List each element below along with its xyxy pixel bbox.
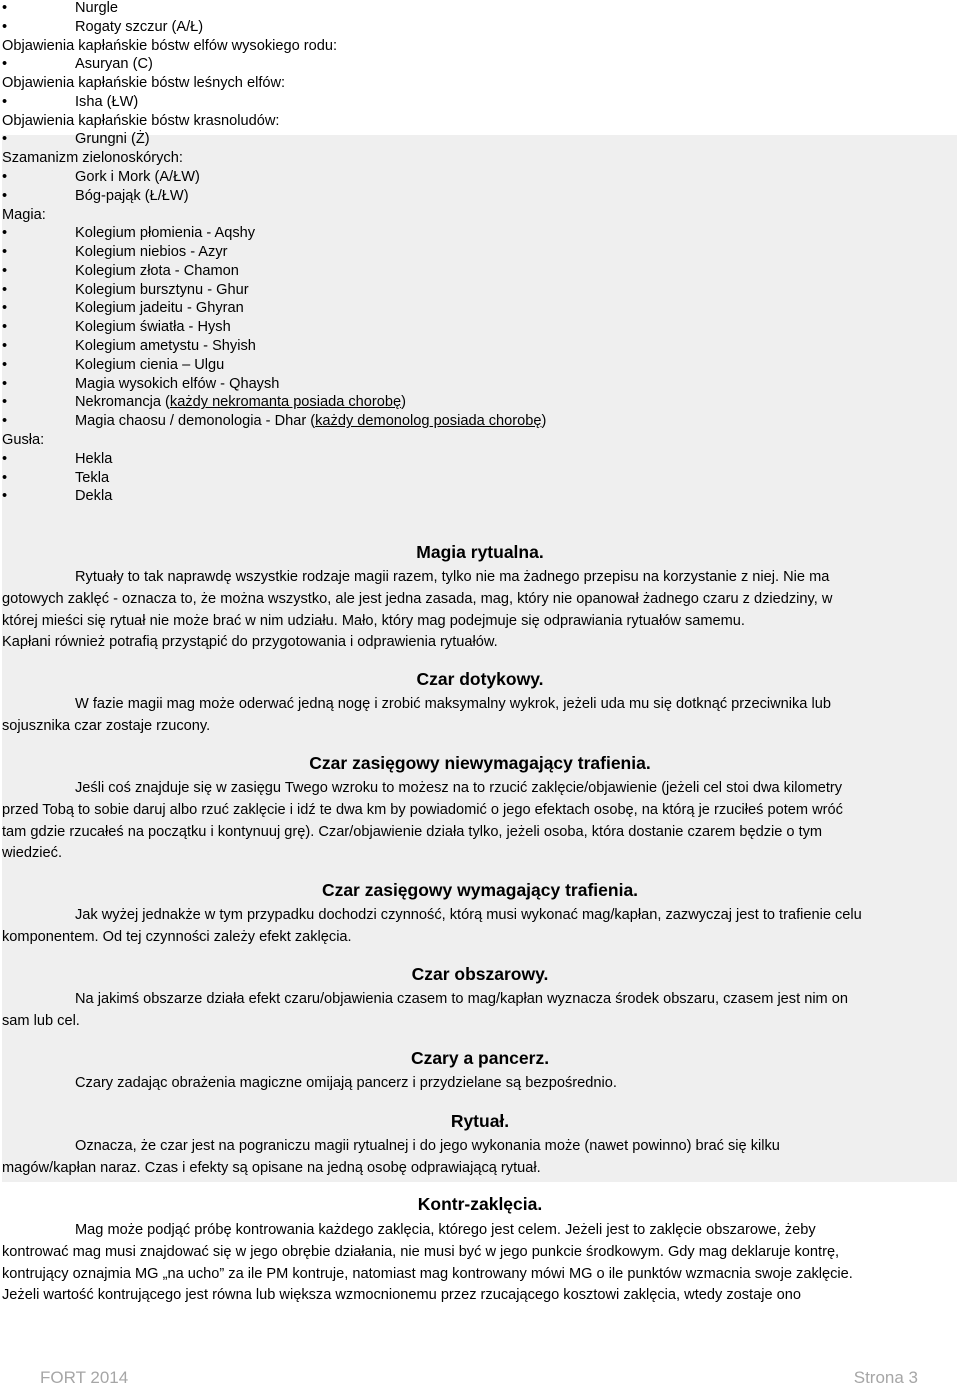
bullet: •: [2, 56, 8, 73]
bullet: •: [2, 300, 8, 317]
footer-title: FORT 2014: [40, 1368, 129, 1387]
list-item-text: Magia chaosu / demonologia - Dhar (każdy demonolog posiada chorobę): [75, 413, 547, 430]
bullet: •: [2, 262, 8, 279]
list-item-text: Asuryan (C): [75, 56, 153, 73]
bullet: •: [2, 281, 8, 298]
list-item-text: Dekla: [75, 488, 113, 505]
list-item-text: Rogaty szczur (A/Ł): [75, 18, 204, 35]
bullet: •: [2, 338, 8, 355]
list-label: Gusła:: [2, 431, 45, 448]
bullet: •: [2, 244, 8, 261]
paragraph-czar-zasiegowy-wymagajacy: [2, 905, 956, 949]
bullet: •: [2, 131, 8, 148]
bullet: •: [2, 187, 8, 204]
heading-kontr-zaklecia: Kontr-zaklęcia.: [417, 1194, 543, 1214]
list-item-text: Kolegium cienia – Ulgu: [75, 356, 225, 373]
list-item-text: Bóg-pająk (Ł/ŁW): [75, 187, 189, 204]
list-label: Objawienia kapłańskie bóstw krasnoludów:: [2, 112, 280, 129]
bullet: •: [2, 413, 8, 430]
list-item-text: Kolegium niebios - Azyr: [75, 244, 228, 261]
para-line: magów/kapłan naraz. Czas i efekty są opisane na jedną osobę odprawiającą rytuał.: [2, 1159, 541, 1176]
bullet: •: [2, 18, 8, 35]
heading-rytual: Rytuał.: [450, 1111, 510, 1131]
para-line: Czary zadając obrażenia magiczne omijają pancerz i przydzielane są bezpośrednio.: [75, 1075, 617, 1091]
footer-page-number: Strona 3: [853, 1368, 918, 1387]
list-item-text: Kolegium ametystu - Shyish: [75, 338, 256, 355]
paragraph-czar-dotykowy: [2, 694, 956, 738]
list-item-text: Kolegium jadeitu - Ghyran: [75, 300, 244, 317]
list-item-text: Grungni (Ż): [75, 131, 150, 148]
bullet: •: [2, 319, 8, 336]
list-item-text: Isha (ŁW): [75, 93, 139, 110]
para-line: Jeżeli wartość kontrującego jest równa lub większa wzmocnionemu przez rzucającego kosztowi zaklęcia, wtedy zostaje ono: [2, 1287, 801, 1304]
paragraph-czary-a-pancerz: [2, 1073, 956, 1095]
para-line: Jeśli coś znajduje się w zasięgu Twego wzroku to możesz na to rzucić zaklęcie/objawienie (jeżeli cel stoi dwa kilometry: [75, 780, 843, 796]
para-line: kontrować mag musi znajdować się w jego obrębie działania, nie musi być w jego punkcie środkowym. Gdy mag deklaruje kontrę,: [2, 1243, 840, 1260]
list-item-text: Hekla: [75, 450, 113, 467]
list-item-text: Kolegium światła - Hysh: [75, 319, 231, 336]
paragraph-magia-rytualna: [2, 567, 956, 654]
heading-czary-a-pancerz: Czary a pancerz.: [410, 1048, 550, 1068]
list-item-text: Nurgle: [75, 0, 118, 16]
list-item-text: Kolegium płomienia - Aqshy: [75, 225, 256, 242]
list-item-text: Tekla: [75, 469, 110, 486]
heading-magia-rytualna: Magia rytualna.: [416, 542, 544, 562]
para-line: komponentem. Od tej czynności zależy efekt zaklęcia.: [2, 928, 352, 945]
bullet: •: [2, 375, 8, 392]
bullet: •: [2, 450, 8, 467]
para-line: Rytuały to tak naprawdę wszystkie rodzaje magii razem, tylko nie ma żadnego przepisu na korzystanie z niej. Nie ma: [75, 569, 830, 585]
list-item-text: Nekromancja (każdy nekromanta posiada chorobę): [75, 394, 406, 411]
list-label: Szamanizm zielonoskórych:: [2, 150, 183, 167]
para-line: sam lub cel.: [2, 1012, 80, 1029]
bullet: •: [2, 469, 8, 486]
para-line: kontrujący oznajmia MG „na ucho” za ile PM kontruje, natomiast mag kontrowany mówi MG o ile punktów wzmacnia swoje zaklęcie.: [2, 1265, 853, 1282]
list-label: Objawienia kapłańskie bóstw elfów wysokiego rodu:: [2, 37, 338, 54]
list-item-text: Kolegium bursztynu - Ghur: [75, 281, 249, 298]
list-item-text: Magia wysokich elfów - Qhaysh: [75, 375, 280, 392]
para-line: przed Tobą to sobie daruj albo rzuć zaklęcie i idź te dwa km by powiadomić o jego efektach osobę, na którą je rzuciłeś potem wróć: [2, 801, 843, 818]
bullet: •: [2, 169, 8, 186]
underlined-note: każdy demonolog posiada chorobę: [315, 413, 542, 430]
para-line: sojusznika czar zostaje rzucony.: [2, 717, 211, 734]
heading-czar-obszarowy: Czar obszarowy.: [411, 964, 549, 984]
para-line: Mag może podjąć próbę kontrowania każdego zaklęcia, którego jest celem. Jeżeli jest to zaklęcie obszarowe, żeby: [75, 1222, 816, 1238]
paragraph-czar-zasiegowy-niewymagajacy: [2, 778, 956, 865]
bullet: •: [2, 93, 8, 110]
paragraph-rytual: [2, 1136, 956, 1180]
heading-czar-zasiegowy-wymagajacy: Czar zasięgowy wymagający trafienia.: [321, 880, 639, 900]
bullet: •: [2, 0, 8, 16]
list-item-text: Kolegium złota - Chamon: [75, 262, 239, 279]
para-line: której mieści się rytuał nie może brać w nim udziału. Mało, który mag podejmuje się odprawiania rytuałów samemu.: [2, 612, 745, 629]
paragraph-kontr-zaklecia: [2, 1220, 956, 1307]
para-line: tam gdzie rzucałeś na początku i kontynuuj grę). Czar/objawienie działa tylko, jeżeli osoba, która dostanie czarem będzie o tym: [2, 823, 823, 840]
bullet: •: [2, 488, 8, 505]
bullet: •: [2, 394, 8, 411]
para-line: W fazie magii mag może oderwać jedną nogę i zrobić maksymalny wykrok, jeżeli uda mu się dotknąć przeciwnika lub: [75, 696, 831, 712]
para-line: Oznacza, że czar jest na pograniczu magii rytualnej i do jego wykonania może (nawet powinno) brać się kilku: [75, 1138, 780, 1154]
heading-czar-zasiegowy-niewymagajacy: Czar zasięgowy niewymagający trafienia.: [309, 753, 651, 773]
list-item-text: Gork i Mork (A/ŁW): [75, 169, 200, 186]
para-line: Kapłani również potrafią przystąpić do przygotowania i odprawienia rytuałów.: [2, 634, 498, 651]
bullet: •: [2, 225, 8, 242]
underlined-note: każdy nekromanta posiada chorobę: [169, 394, 402, 411]
para-line: wiedzieć.: [2, 845, 63, 862]
list-label: Magia:: [2, 206, 46, 223]
heading-czar-dotykowy: Czar dotykowy.: [416, 669, 544, 689]
list-label: Objawienia kapłańskie bóstw leśnych elfów:: [2, 75, 286, 92]
para-line: gotowych zaklęć - oznacza to, że można wszystko, ale jest jedna zasada, mag, który nie opanował żadnego czaru z dziedziny, w: [2, 590, 833, 607]
bullet: •: [2, 356, 8, 373]
para-line: Na jakimś obszarze działa efekt czaru/objawienia czasem to mag/kapłan wyznacza środek obszaru, czasem jest nim on: [75, 991, 849, 1007]
paragraph-czar-obszarowy: [2, 989, 956, 1033]
para-line: Jak wyżej jednakże w tym przypadku dochodzi czynność, którą musi wykonać mag/kapłan, zazwyczaj jest to trafienie celu: [75, 907, 862, 923]
